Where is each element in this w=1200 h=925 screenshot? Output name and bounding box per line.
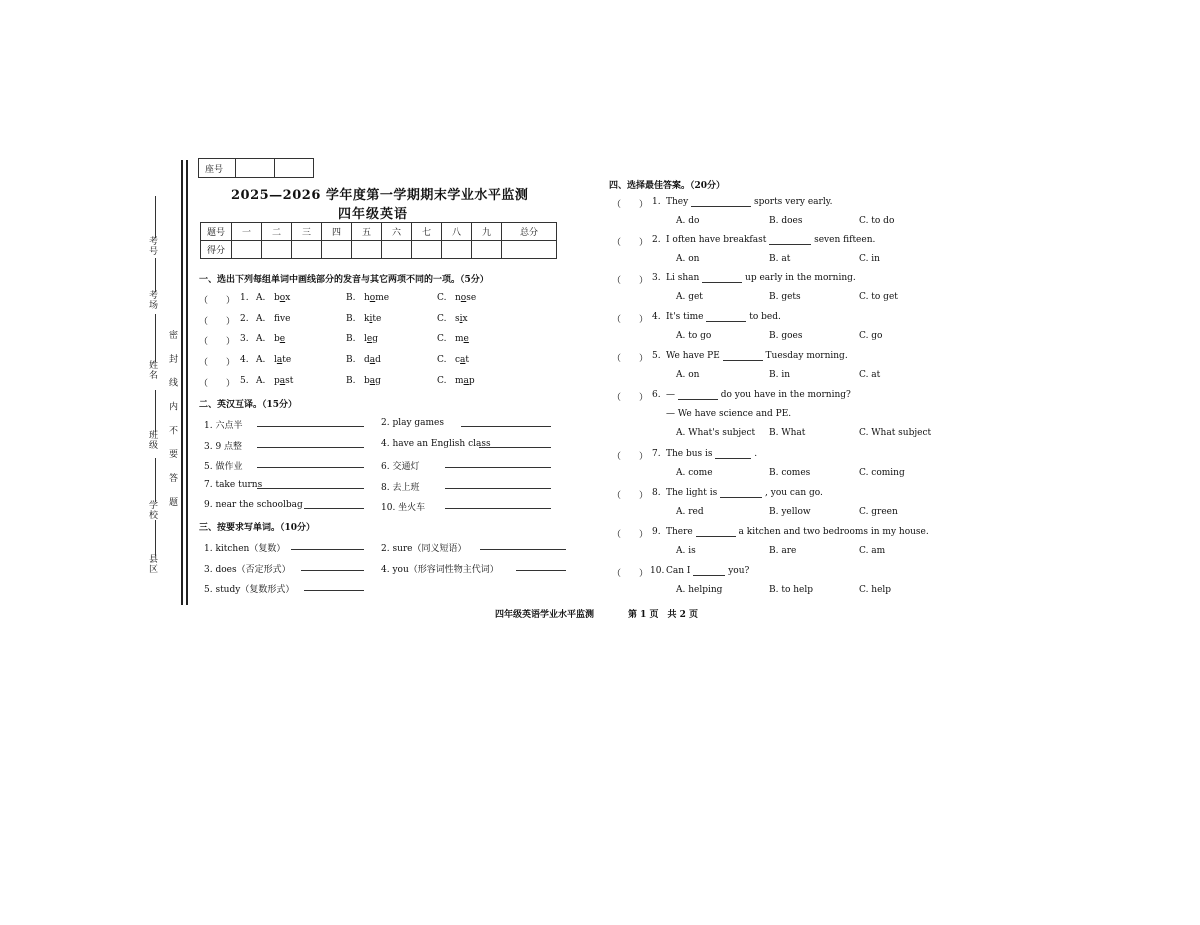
option-word-b [364, 314, 381, 324]
option-letter-a: A. [256, 293, 266, 303]
underlined-letters: a [369, 375, 376, 386]
margin-label-county: 县区 [147, 554, 157, 574]
word-form-answer-blank[interactable] [301, 562, 364, 571]
word-form-prompt: 3. does（否定形式） [204, 564, 291, 575]
seat-label: 座号 [199, 159, 236, 178]
option-letter-b: B. [346, 313, 356, 324]
margin-label-class: 班级 [147, 430, 157, 450]
underlined-letters: o [369, 293, 376, 303]
option-a[interactable]: A. do [676, 216, 700, 226]
margin-blank-school [155, 458, 156, 502]
translation-item [381, 418, 571, 428]
underlined-letters: e [463, 334, 469, 345]
section1-heading: 一、选出下列每组单词中画线部分的发音与其它两项不同的一项。（5分） [199, 275, 489, 285]
word-part: x [285, 293, 291, 303]
score-col-header: 二 [262, 223, 292, 241]
option-word-c [455, 314, 468, 324]
underlined-letters: a [276, 355, 283, 366]
option-word-c [455, 334, 469, 344]
translation-item [381, 439, 571, 449]
option-b[interactable]: B. gets [769, 292, 801, 302]
word-part: m [455, 375, 464, 386]
question-text-pre: The light is [666, 488, 718, 498]
translation-item [381, 500, 571, 513]
question-text-post: sports very early. [753, 197, 833, 207]
underlined-letters: o [279, 293, 286, 303]
question-text-post: to bed. [749, 312, 781, 322]
word-form-answer-blank[interactable] [516, 562, 566, 571]
answer-parentheses[interactable]: （ ） [199, 296, 236, 306]
option-letter-c: C. [437, 293, 447, 303]
score-cell[interactable] [472, 241, 502, 259]
question-number: 3. [652, 273, 661, 283]
question-number: 6. [652, 390, 661, 400]
translation-answer-blank[interactable] [304, 500, 364, 509]
word-form-item [381, 541, 571, 554]
question-text [666, 312, 781, 322]
option-a[interactable]: A. to go [676, 331, 712, 341]
option-a[interactable]: A. is [676, 546, 696, 556]
word-part: l [364, 334, 367, 345]
option-letter-a: A. [256, 313, 266, 324]
question-number: 1. [240, 293, 249, 303]
word-part: g [375, 375, 381, 386]
seat-cell-1[interactable] [236, 159, 275, 178]
underlined-letters: a [369, 355, 376, 366]
page-title: 2025—2026 学年度第一学期期末学业水平监测 [231, 188, 529, 203]
translation-item [204, 418, 374, 431]
question-text [666, 390, 851, 400]
margin-blank-class [155, 390, 156, 432]
word-part: g [372, 334, 378, 345]
option-letter-c: C. [437, 375, 447, 386]
question-text-post: , you can go. [765, 488, 823, 498]
question-text-pre: Li shan [666, 273, 700, 283]
option-word-a [274, 314, 290, 324]
word-form-answer-blank[interactable] [304, 582, 364, 591]
score-col-header: 四 [322, 223, 352, 241]
option-b[interactable]: B. at [769, 254, 791, 264]
translation-answer-blank[interactable] [257, 459, 364, 468]
word-part: m [455, 334, 464, 345]
word-part: l [274, 355, 277, 366]
question-text-post: a kitchen and two bedrooms in my house. [738, 527, 929, 537]
answer-parentheses[interactable]: （ ） [612, 200, 649, 210]
option-b[interactable]: B. in [769, 370, 791, 380]
option-a[interactable]: A. red [676, 507, 704, 517]
word-part: se [466, 293, 477, 303]
translation-prompt: 4. have an English class [381, 438, 491, 449]
question-text-post: up early in the morning. [745, 273, 856, 283]
option-letter-b: B. [346, 334, 356, 345]
translation-answer-blank[interactable] [461, 418, 551, 427]
word-form-item [381, 562, 571, 575]
question-text [666, 235, 875, 245]
score-table [200, 222, 557, 259]
word-part: te [372, 313, 382, 324]
score-cell[interactable] [262, 241, 292, 259]
score-cell[interactable] [232, 241, 262, 259]
answer-parentheses[interactable]: （ ） [612, 530, 649, 540]
score-table-header-row [201, 223, 557, 241]
translation-answer-blank[interactable] [257, 418, 364, 427]
question-text-post: Tuesday morning. [765, 351, 848, 361]
translation-prompt: 6. 交通灯 [381, 462, 420, 472]
score-cell[interactable] [382, 241, 412, 259]
score-row-label-number: 题号 [201, 223, 232, 241]
word-form-prompt: 5. study（复数形式） [204, 585, 295, 595]
option-word-b [364, 355, 381, 365]
option-c[interactable]: C. to do [859, 216, 895, 226]
option-letter-b: B. [346, 355, 356, 366]
question-text-post: seven fifteen. [814, 235, 876, 245]
option-letter-c: C. [437, 334, 447, 345]
question-text-pre: We have PE [666, 351, 720, 361]
option-b[interactable]: B. comes [769, 468, 811, 478]
answer-parentheses[interactable]: （ ） [612, 491, 649, 501]
score-col-header: 九 [472, 223, 502, 241]
question-number: 4. [652, 312, 661, 322]
question-blank[interactable] [693, 567, 725, 576]
question-number: 2. [652, 235, 661, 245]
question-text-post: do you have in the morning? [720, 390, 851, 400]
question-blank[interactable] [769, 236, 811, 245]
translation-item [381, 480, 571, 493]
word-part: t [465, 355, 470, 366]
option-b[interactable]: B. does [769, 216, 803, 226]
footer-page-number: 第 1 页 共 2 页 [628, 610, 699, 620]
question-response-line: — We have science and PE. [666, 409, 792, 419]
score-cell[interactable] [412, 241, 442, 259]
question-number: 4. [240, 355, 249, 366]
option-word-a [274, 355, 291, 365]
word-form-answer-blank[interactable] [291, 541, 364, 550]
word-form-item [204, 562, 374, 575]
translation-item [204, 439, 374, 452]
question-text [666, 449, 757, 459]
option-a[interactable]: A. come [676, 468, 713, 478]
question-blank[interactable] [678, 391, 718, 400]
question-text-pre: Can I [666, 566, 691, 576]
margin-blank-exam-number [155, 196, 156, 238]
word-form-prompt: 2. sure（同义短语） [381, 544, 467, 554]
translation-item [204, 480, 374, 490]
margin-label-exam-room: 考场 [147, 290, 157, 310]
answer-parentheses[interactable]: （ ） [199, 316, 236, 327]
translation-prompt: 1. 六点半 [204, 421, 243, 431]
footer-title: 四年级英语学业水平监测 [495, 610, 595, 620]
binding-line-inner [186, 160, 188, 605]
option-b[interactable]: B. yellow [769, 507, 811, 517]
score-col-header-total: 总分 [502, 223, 557, 241]
question-number: 7. [652, 449, 661, 459]
option-c[interactable]: C. What subject [859, 428, 932, 438]
question-text [666, 351, 848, 361]
word-part: s [455, 313, 460, 324]
underlined-letters: a [460, 355, 466, 366]
word-part: d [364, 355, 370, 366]
translation-item [204, 459, 374, 472]
word-form-prompt: 1. kitchen（复数） [204, 544, 286, 554]
option-word-b [364, 334, 378, 344]
answer-parentheses[interactable]: （ ） [199, 337, 236, 348]
option-letter-c: C. [437, 355, 447, 366]
score-col-header: 六 [382, 223, 412, 241]
question-text-post: you? [728, 566, 750, 576]
option-c[interactable]: C. am [859, 546, 886, 556]
score-cell[interactable] [292, 241, 322, 259]
score-table-score-row [201, 241, 557, 259]
translation-answer-blank[interactable] [257, 439, 364, 448]
translation-prompt: 3. 9 点整 [204, 441, 243, 452]
question-blank[interactable] [723, 352, 763, 361]
question-text-pre: They [666, 197, 689, 207]
score-col-header: 一 [232, 223, 262, 241]
option-word-a [274, 376, 293, 386]
section2-heading: 二、英汉互译。（15分） [199, 400, 298, 410]
option-letter-a: A. [256, 375, 266, 386]
question-text [666, 527, 929, 537]
word-part: k [364, 313, 370, 324]
option-letter-a: A. [256, 334, 266, 345]
score-col-header: 七 [412, 223, 442, 241]
answer-parentheses[interactable]: （ ） [612, 393, 649, 403]
option-word-a [274, 293, 290, 303]
translation-prompt: 9. near the schoolbag [204, 500, 303, 510]
word-part: p [274, 375, 280, 386]
answer-parentheses[interactable]: （ ） [612, 315, 649, 325]
word-form-prompt: 4. you（形容词性物主代词） [381, 564, 499, 575]
option-word-c [455, 376, 475, 386]
answer-parentheses[interactable]: （ ） [612, 452, 649, 462]
score-col-header: 五 [352, 223, 382, 241]
question-blank[interactable] [691, 198, 751, 207]
section3-heading: 三、按要求写单词。（10分） [199, 523, 316, 533]
question-number: 5. [652, 351, 661, 361]
margin-label-exam-number: 考号 [147, 236, 157, 256]
option-letter-b: B. [346, 293, 356, 303]
question-number: 9. [652, 527, 661, 537]
question-blank[interactable] [696, 528, 736, 537]
margin-blank-county [155, 520, 156, 556]
translation-answer-blank[interactable] [257, 480, 364, 489]
question-number: 10. [650, 566, 665, 576]
option-c[interactable]: C. to get [859, 292, 898, 302]
binding-line-outer [181, 160, 183, 605]
question-number: 3. [240, 334, 249, 345]
word-part: b [274, 293, 280, 303]
question-text [666, 488, 823, 498]
underlined-letters: e [366, 334, 373, 345]
word-part: b [274, 334, 280, 345]
score-cell[interactable] [352, 241, 382, 259]
option-b[interactable]: B. to help [769, 585, 813, 595]
answer-parentheses[interactable]: （ ） [612, 238, 649, 248]
seal-line-text: 密 封 线 内 不 要 答 题 [167, 330, 177, 513]
word-form-item [204, 582, 374, 595]
score-cell[interactable] [442, 241, 472, 259]
option-letter-c: C. [437, 313, 447, 324]
underlined-letters: i [369, 313, 373, 324]
word-part: b [364, 375, 370, 386]
word-part: te [282, 355, 292, 366]
word-form-item [204, 541, 374, 554]
translation-prompt: 7. take turns [204, 479, 263, 490]
margin-blank-name [155, 314, 156, 362]
answer-parentheses[interactable]: （ ） [199, 378, 236, 389]
question-number: 1. [652, 197, 661, 207]
word-part: st [285, 375, 294, 386]
word-part: p [468, 375, 475, 386]
score-col-header: 三 [292, 223, 322, 241]
option-c[interactable]: C. green [859, 507, 898, 517]
underlined-letters: i [459, 313, 463, 324]
option-c[interactable]: C. go [859, 331, 883, 341]
option-a[interactable]: A. on [676, 254, 700, 264]
option-letter-a: A. [256, 355, 266, 366]
option-b[interactable]: B. What [769, 428, 806, 438]
option-a[interactable]: A. on [676, 370, 700, 380]
question-blank[interactable] [720, 489, 762, 498]
option-word-b [364, 376, 381, 386]
option-word-c [455, 355, 469, 365]
section4-heading: 四、选择最佳答案。（20分） [609, 181, 726, 191]
answer-parentheses[interactable]: （ ） [612, 276, 649, 286]
question-number: 5. [240, 375, 249, 386]
word-part: x [462, 313, 468, 324]
question-text [666, 566, 749, 576]
translation-item [204, 500, 374, 510]
translation-answer-blank[interactable] [445, 500, 551, 509]
margin-blank-exam-room [155, 258, 156, 292]
question-text [666, 197, 832, 207]
question-text-pre: There [666, 527, 693, 537]
option-b[interactable]: B. goes [769, 331, 803, 341]
option-letter-b: B. [346, 375, 356, 386]
seat-cell-2[interactable] [275, 159, 314, 178]
question-text-pre: It's time [666, 312, 704, 322]
option-word-a [274, 334, 285, 344]
word-part: me [375, 293, 390, 303]
underlined-letters: o [460, 293, 467, 303]
question-text-post: . [754, 449, 758, 459]
word-part: ve [280, 313, 291, 324]
page-subtitle: 四年级英语 [338, 207, 409, 222]
option-c[interactable]: C. help [859, 585, 892, 595]
translation-prompt: 5. 做作业 [204, 462, 243, 472]
option-a[interactable]: A. helping [676, 585, 723, 595]
translation-answer-blank[interactable] [445, 459, 551, 468]
option-word-b [364, 293, 389, 303]
word-part: h [364, 293, 370, 303]
translation-prompt: 2. play games [381, 418, 445, 428]
word-part: n [455, 293, 461, 303]
underlined-letters: a [463, 375, 469, 386]
translation-prompt: 10. 坐火车 [381, 503, 426, 513]
translation-answer-blank[interactable] [479, 439, 551, 448]
answer-parentheses[interactable]: （ ） [199, 358, 236, 369]
seat-number-box [198, 158, 314, 178]
question-text-pre: — [666, 390, 675, 400]
score-cell-total[interactable] [502, 241, 557, 259]
score-row-label-score: 得分 [201, 241, 232, 259]
word-part: f [274, 313, 281, 324]
question-number: 8. [652, 488, 661, 498]
question-blank[interactable] [706, 313, 746, 322]
word-part: d [375, 355, 381, 366]
translation-item [381, 459, 571, 472]
option-a[interactable]: A. What's subject [676, 428, 756, 438]
margin-label-name: 姓名 [147, 360, 157, 380]
option-c[interactable]: C. in [859, 254, 880, 264]
answer-parentheses[interactable]: （ ） [612, 569, 649, 579]
question-blank[interactable] [715, 450, 751, 459]
option-a[interactable]: A. get [676, 292, 703, 302]
score-col-header: 八 [442, 223, 472, 241]
score-cell[interactable] [322, 241, 352, 259]
answer-parentheses[interactable]: （ ） [612, 354, 649, 364]
translation-prompt: 8. 去上班 [381, 482, 420, 493]
question-blank[interactable] [702, 274, 742, 283]
question-text [666, 273, 856, 283]
question-number: 2. [240, 313, 249, 324]
option-b[interactable]: B. are [769, 546, 797, 556]
option-c[interactable]: C. at [859, 370, 881, 380]
underlined-letters: a [279, 375, 286, 386]
option-word-c [455, 293, 476, 303]
question-text-pre: The bus is [666, 449, 713, 459]
word-part: c [455, 355, 461, 366]
question-text-pre: I often have breakfast [666, 235, 767, 245]
word-form-answer-blank[interactable] [480, 541, 566, 550]
translation-answer-blank[interactable] [445, 480, 551, 489]
margin-label-school: 学校 [147, 500, 157, 520]
underlined-letters: e [279, 334, 286, 345]
option-c[interactable]: C. coming [859, 468, 905, 478]
